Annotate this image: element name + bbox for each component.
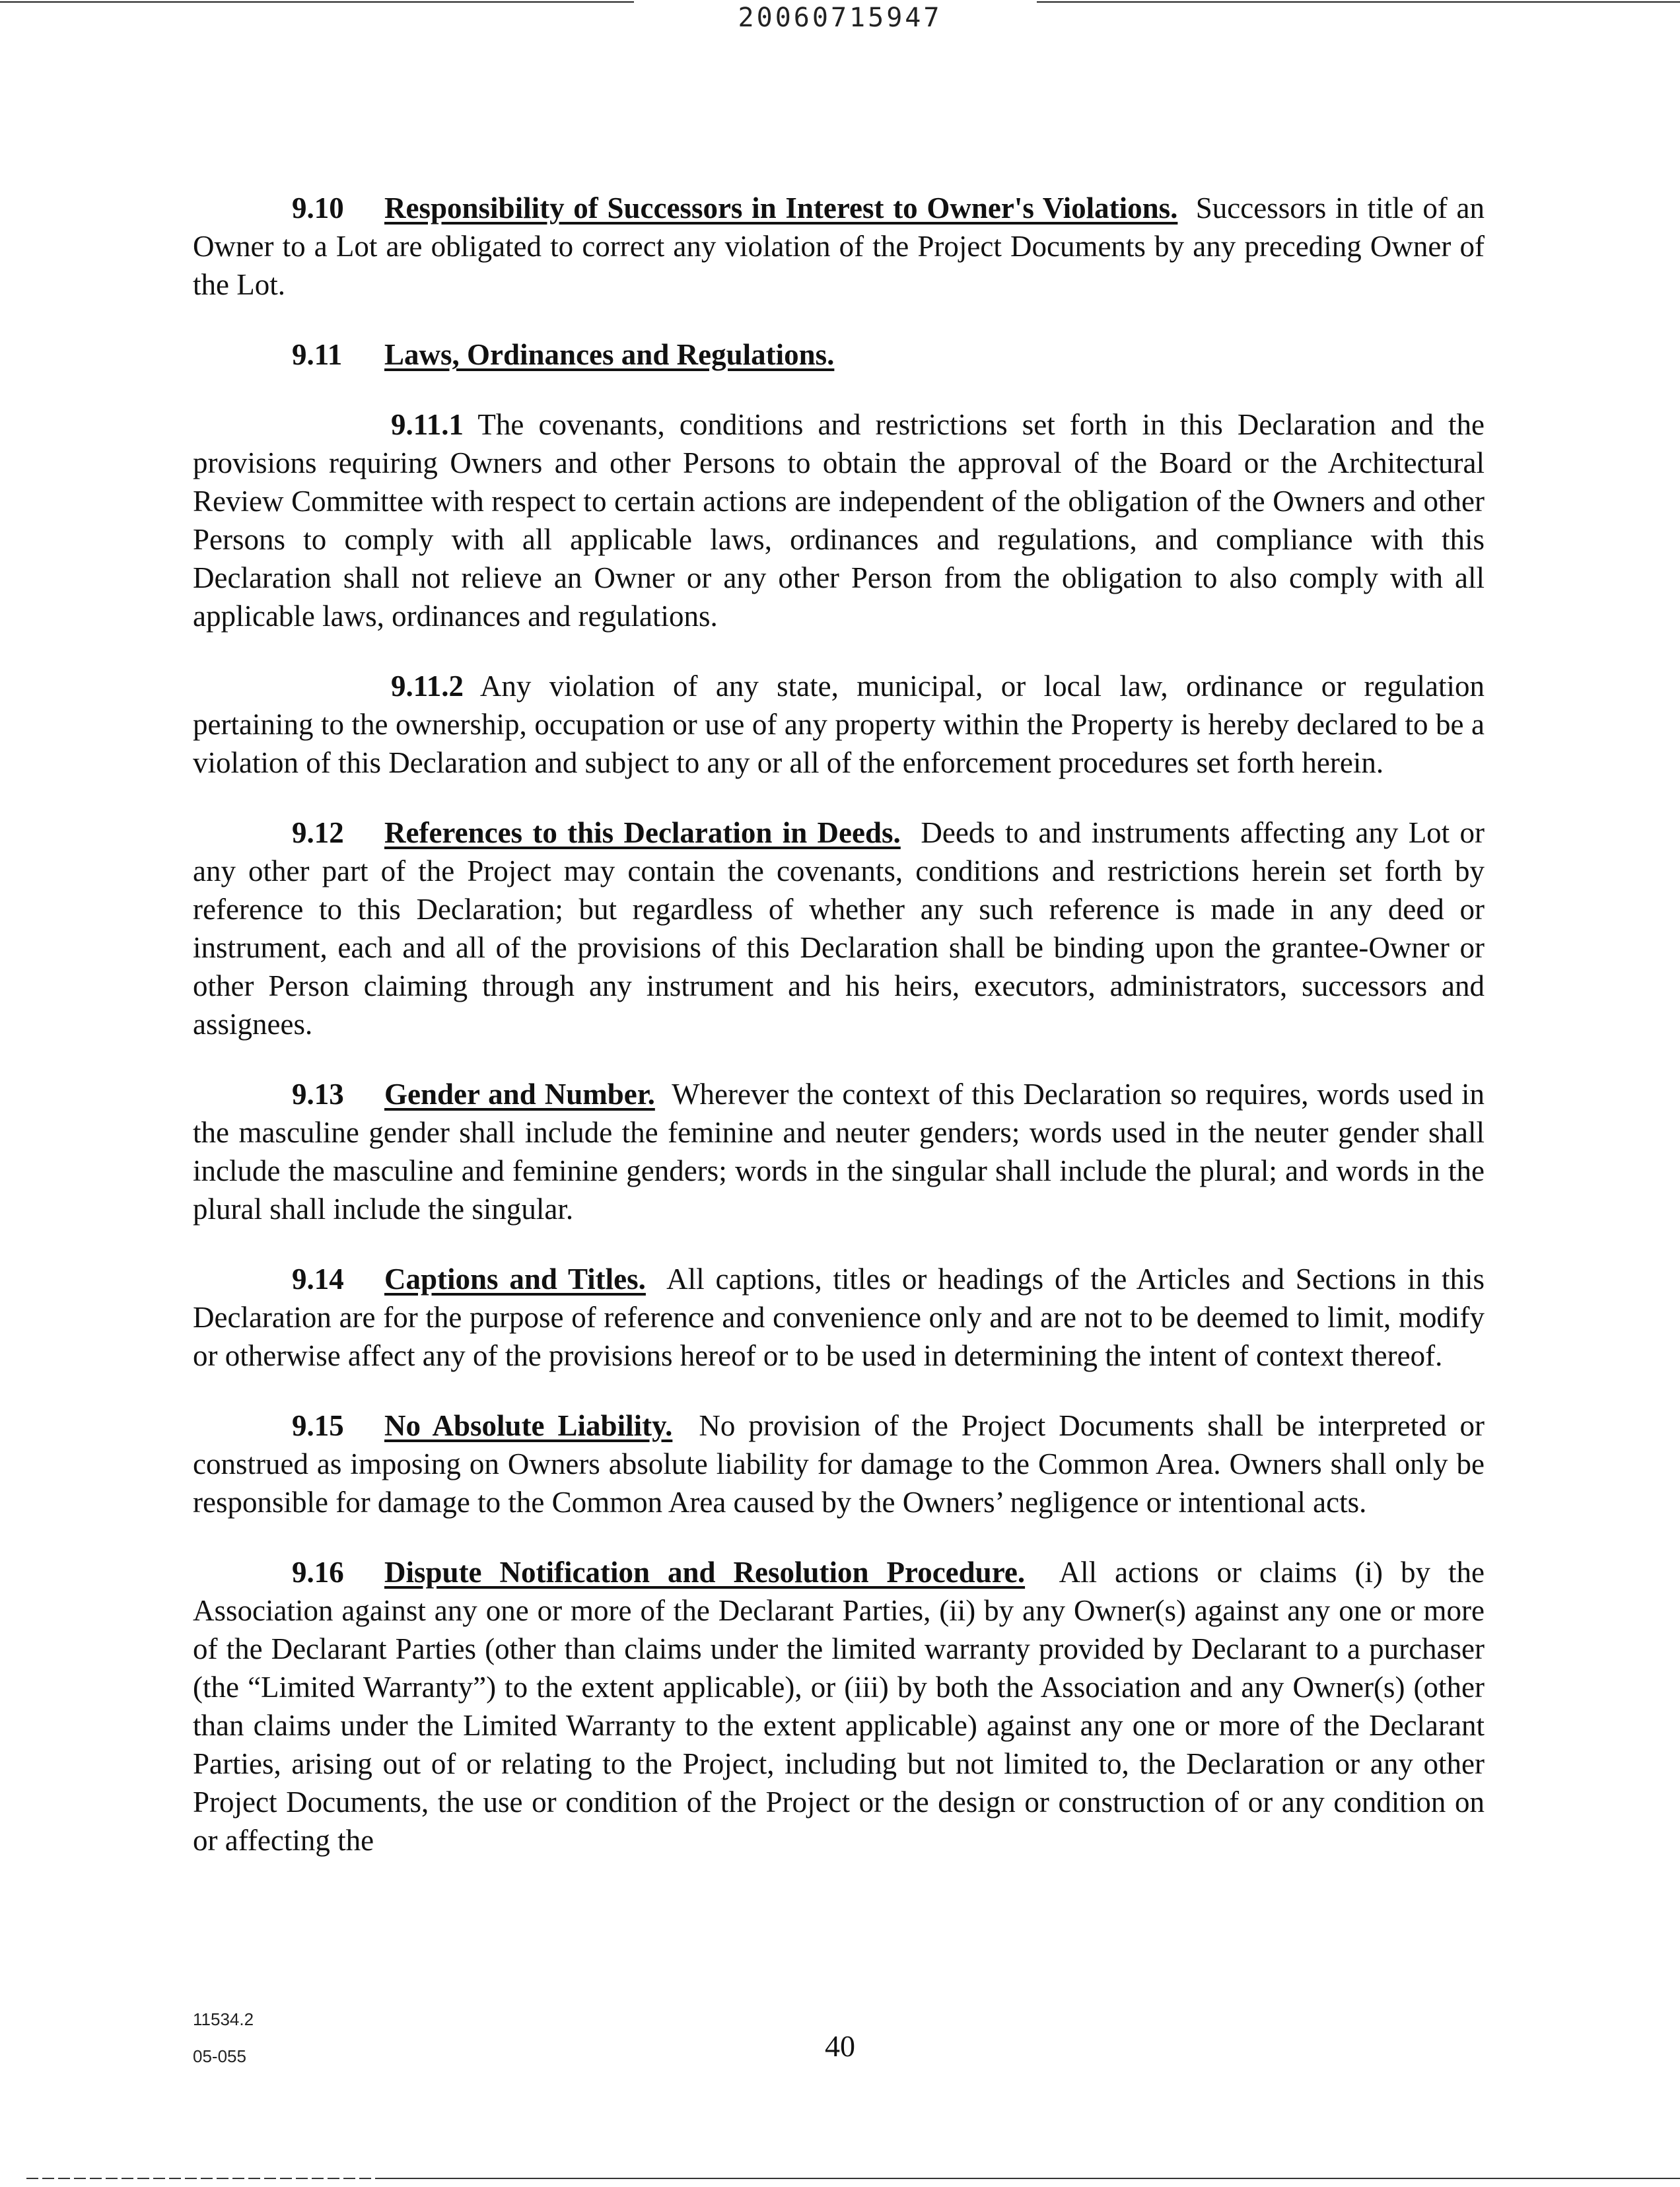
section-heading: Dispute Notification and Resolution Procedure. [384, 1556, 1026, 1589]
page-number: 40 [825, 2029, 855, 2063]
footer-doc-ref: 11534.2 [193, 2009, 254, 2029]
section-number: 9.13 [292, 1078, 344, 1111]
section-heading: Laws, Ordinances and Regulations. [384, 338, 835, 371]
section-9-16 [193, 1553, 1485, 1859]
section-heading: Gender and Number. [384, 1078, 655, 1111]
subsection-text: Any violation of any state, municipal, or local law, ordinance or regulation pertaining to the ownership, occupation or use of any property within the Property is hereby declared to be a violation of this Declaration and subject to any or all of the enforcement procedures set forth herein. [193, 670, 1485, 779]
section-text: Deeds to and instruments affecting any Lot or any other part of the Project may contain the covenants, conditions and restrictions herein set forth by reference to this Declaration; but regardless of whether any such reference is made in any deed or instrument, each and all of the provisions of this Declaration shall be binding upon the grantee-Owner or other Person claiming through any instrument and his heirs, executors, administrators, successors and assignees. [193, 816, 1485, 1041]
subsection-text: The covenants, conditions and restrictions set forth in this Declaration and the provisions requiring Owners and other Persons to obtain the approval of the Board or the Architectural Review Committee with respect to certain actions are independent of the obligation of the Owners and other Persons to comply with all applicable laws, ordinances and regulations, and compliance with this Declaration shall not relieve an Owner or any other Person from the obligation to also comply with all applicable laws, ordinances and regulations. [193, 408, 1485, 633]
section-number: 9.16 [292, 1556, 344, 1589]
section-heading: Captions and Titles. [384, 1263, 646, 1296]
subsection-9-11-1 [193, 405, 1485, 635]
subsection-number: 9.11.1 [391, 408, 464, 441]
section-heading: No Absolute Liability. [384, 1409, 673, 1442]
section-number: 9.10 [292, 191, 344, 225]
subsection-9-11-2 [193, 667, 1485, 782]
document-number: 20060715947 [738, 3, 942, 33]
section-text: Successors in title of an Owner to a Lot are obligated to correct any violation of the Project Documents by any preceding Owner of the Lot. [193, 191, 1485, 301]
section-9-13 [193, 1075, 1485, 1228]
section-number: 9.11 [292, 338, 343, 371]
section-text: All actions or claims (i) by the Association against any one or more of the Declarant Parties, (ii) by any Owner(s) against any one or more of the Declarant Parties (other than claims under the limited warranty provided by Declarant to a purchaser (the “Limited Warranty”) to the extent applicable), or (iii) by both the Association and any Owner(s) (other than claims under the Limited Warranty to the extent applicable) against any one or more of the Declarant Parties, arising out of or relating to the Project, including but not limited to, the Declaration or any other Project Documents, the use or condition of the Project or the design or construction of or any condition on or affecting the [193, 1556, 1485, 1857]
section-9-10 [193, 189, 1485, 304]
section-number: 9.12 [292, 816, 344, 849]
section-heading: References to this Declaration in Deeds. [384, 816, 901, 849]
section-number: 9.15 [292, 1409, 344, 1442]
section-9-14 [193, 1260, 1485, 1375]
section-text: No provision of the Project Documents shall be interpreted or construed as imposing on Owners absolute liability for damage to the Common Area. Owners shall only be responsible for damage to the Common Area caused by the Owners’ negligence or intentional acts. [193, 1409, 1485, 1519]
footer-rule-solid [383, 2178, 1680, 2179]
footer-rule-dashed [26, 2178, 383, 2179]
footer-file-ref: 05-055 [193, 2046, 246, 2066]
section-number: 9.14 [292, 1263, 344, 1296]
section-text: All captions, titles or headings of the Articles and Sections in this Declaration are for the purpose of reference and convenience only and are not to be deemed to limit, modify or otherwise affect any of the provisions hereof or to be used in determining the intent of context thereof. [193, 1263, 1485, 1372]
section-9-15 [193, 1406, 1485, 1521]
section-9-11 [193, 335, 1485, 374]
section-heading: Responsibility of Successors in Interest to Owner's Violations. [384, 191, 1178, 225]
section-9-12 [193, 814, 1485, 1043]
document-body [193, 189, 1485, 1891]
section-text: Wherever the context of this Declaration so requires, words used in the masculine gender shall include the feminine and neuter genders; words used in the neuter gender shall include the masculine and feminine genders; words in the singular shall include the plural; and words in the plural shall include the singular. [193, 1078, 1485, 1226]
subsection-number: 9.11.2 [391, 670, 464, 703]
